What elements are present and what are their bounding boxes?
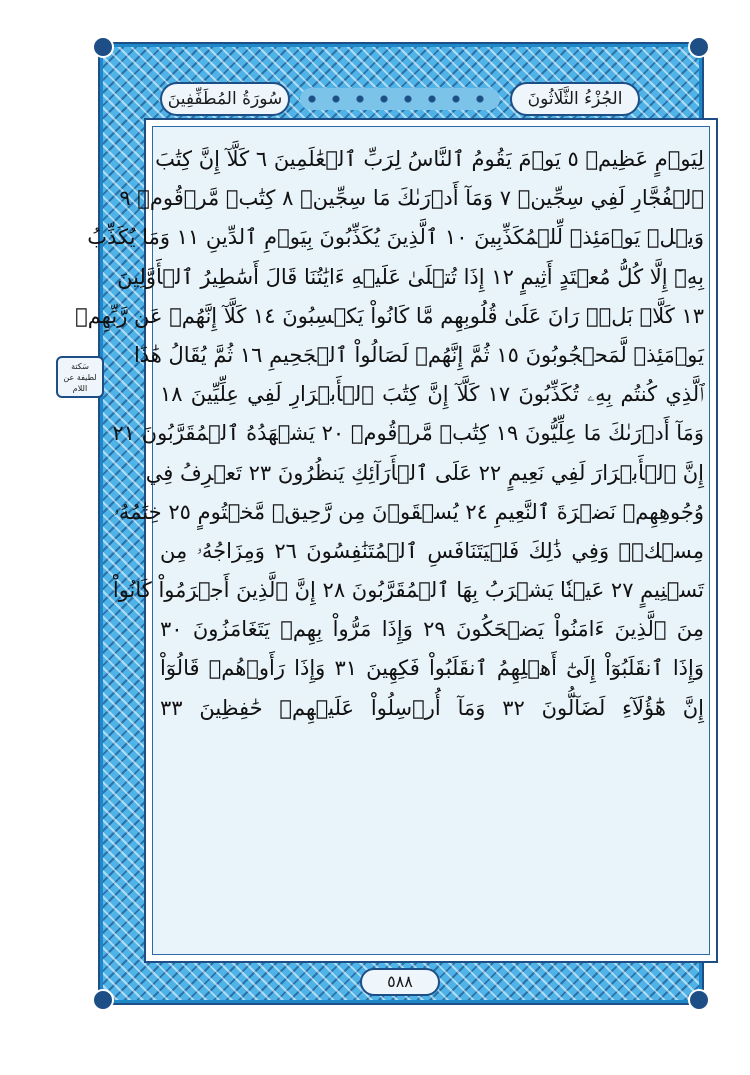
juz-title: الجُزْءُ الثَّلَاثُونَ [510, 82, 640, 116]
verse-line: إِنَّ ٱلۡأَبۡرَارَ لَفِي نَعِيمٍ ٢٢ عَلَى ٱلۡأَرَآئِكِ يَنظُرُونَ ٢٣ تَعۡرِفُ فِي [145, 460, 704, 485]
verse-line: مِسۡكٞۚ وَفِي ذَٰلِكَ فَلۡيَتَنَافَسِ ٱلۡمُتَنَٰفِسُونَ ٢٦ وَمِزَاجُهُۥ مِن [160, 538, 704, 563]
verse-line: ٱلَّذِي كُنتُم بِهِۦ تُكَذِّبُونَ ١٧ كَلَّآ إِنَّ كِتَٰبَ ٱلۡأَبۡرَارِ لَفِي عِلِّيِّينَ ١٨ [160, 382, 704, 407]
corner-ornament-bottom-left [92, 989, 114, 1011]
surah-title: سُورَةُ المُطَفِّفِينَ [160, 82, 290, 116]
corner-ornament-bottom-right [688, 989, 710, 1011]
verse-line: وُجُوهِهِمۡ نَضۡرَةَ ٱلنَّعِيمِ ٢٤ يُسۡقَوۡنَ مِن رَّحِيقٖ مَّخۡتُومٍ ٢٥ خِتَٰمُهُۥ [113, 499, 704, 524]
verse-line: وَإِذَا ٱنقَلَبُوٓاْ إِلَىٰٓ أَهۡلِهِمُ ٱنقَلَبُواْ فَكِهِينَ ٣١ وَإِذَا رَأَوۡهُمۡ قَالُوٓاْ [160, 656, 704, 681]
verse-line: مِنَ ٱلَّذِينَ ءَامَنُواْ يَضۡحَكُونَ ٢٩ وَإِذَا مَرُّواْ بِهِمۡ يَتَغَامَزُونَ ٣٠ [160, 617, 704, 642]
verse-line: وَمَآ أَدۡرَىٰكَ مَا عِلِّيُّونَ ١٩ كِتَٰبٞ مَّرۡقُومٞ ٢٠ يَشۡهَدُهُ ٱلۡمُقَرَّبُونَ ٢١ [112, 421, 704, 446]
page-number: ٥٨٨ [360, 968, 440, 996]
verse-line: ٱلۡفُجَّارِ لَفِي سِجِّينٖ ٧ وَمَآ أَدۡرَىٰكَ مَا سِجِّينٞ ٨ كِتَٰبٞ مَّرۡقُومٞ ٩ [119, 186, 704, 211]
corner-ornament-top-right [688, 36, 710, 58]
margin-note: سَكتة لطيفة عن اللام [56, 356, 104, 398]
header-ornament [300, 88, 500, 110]
verse-line: ١٣ كَلَّاۖ بَلۡۜ رَانَ عَلَىٰ قُلُوبِهِم مَّا كَانُواْ يَكۡسِبُونَ ١٤ كَلَّآ إِنَّهُمۡ عَن رَّبِّهِمۡ [75, 303, 704, 328]
verse-line: يَوۡمَئِذٖ لَّمَحۡجُوبُونَ ١٥ ثُمَّ إِنَّهُمۡ لَصَالُواْ ٱلۡجَحِيمِ ١٦ ثُمَّ يُقَالُ هَٰذَا [133, 342, 704, 367]
verse-line: بِهِۦٓ إِلَّا كُلُّ مُعۡتَدٍ أَثِيمٍ ١٢ إِذَا تُتۡلَىٰ عَلَيۡهِ ءَايَٰتُنَا قَالَ أَسَٰطِيرُ ٱلۡأَوَّلِينَ [117, 264, 704, 289]
verse-line: وَيۡلٞ يَوۡمَئِذٖ لِّلۡمُكَذِّبِينَ ١٠ ٱلَّذِينَ يُكَذِّبُونَ بِيَوۡمِ ٱلدِّينِ ١١ وَمَا يُكَذِّبُ [87, 225, 704, 250]
corner-ornament-top-left [92, 36, 114, 58]
verse-line: إِنَّ هَٰٓؤُلَآءِ لَضَآلُّونَ ٣٢ وَمَآ أُرۡسِلُواْ عَلَيۡهِمۡ حَٰفِظِينَ ٣٣ [160, 695, 704, 720]
verse-line: تَسۡنِيمٍ ٢٧ عَيۡنٗا يَشۡرَبُ بِهَا ٱلۡمُقَرَّبُونَ ٢٨ إِنَّ ٱلَّذِينَ أَجۡرَمُواْ كَانُواْ [112, 578, 704, 603]
verse-line: لِيَوۡمٍ عَظِيمٖ ٥ يَوۡمَ يَقُومُ ٱلنَّاسُ لِرَبِّ ٱلۡعَٰلَمِينَ ٦ كَلَّآ إِنَّ كِتَٰبَ [155, 147, 704, 171]
